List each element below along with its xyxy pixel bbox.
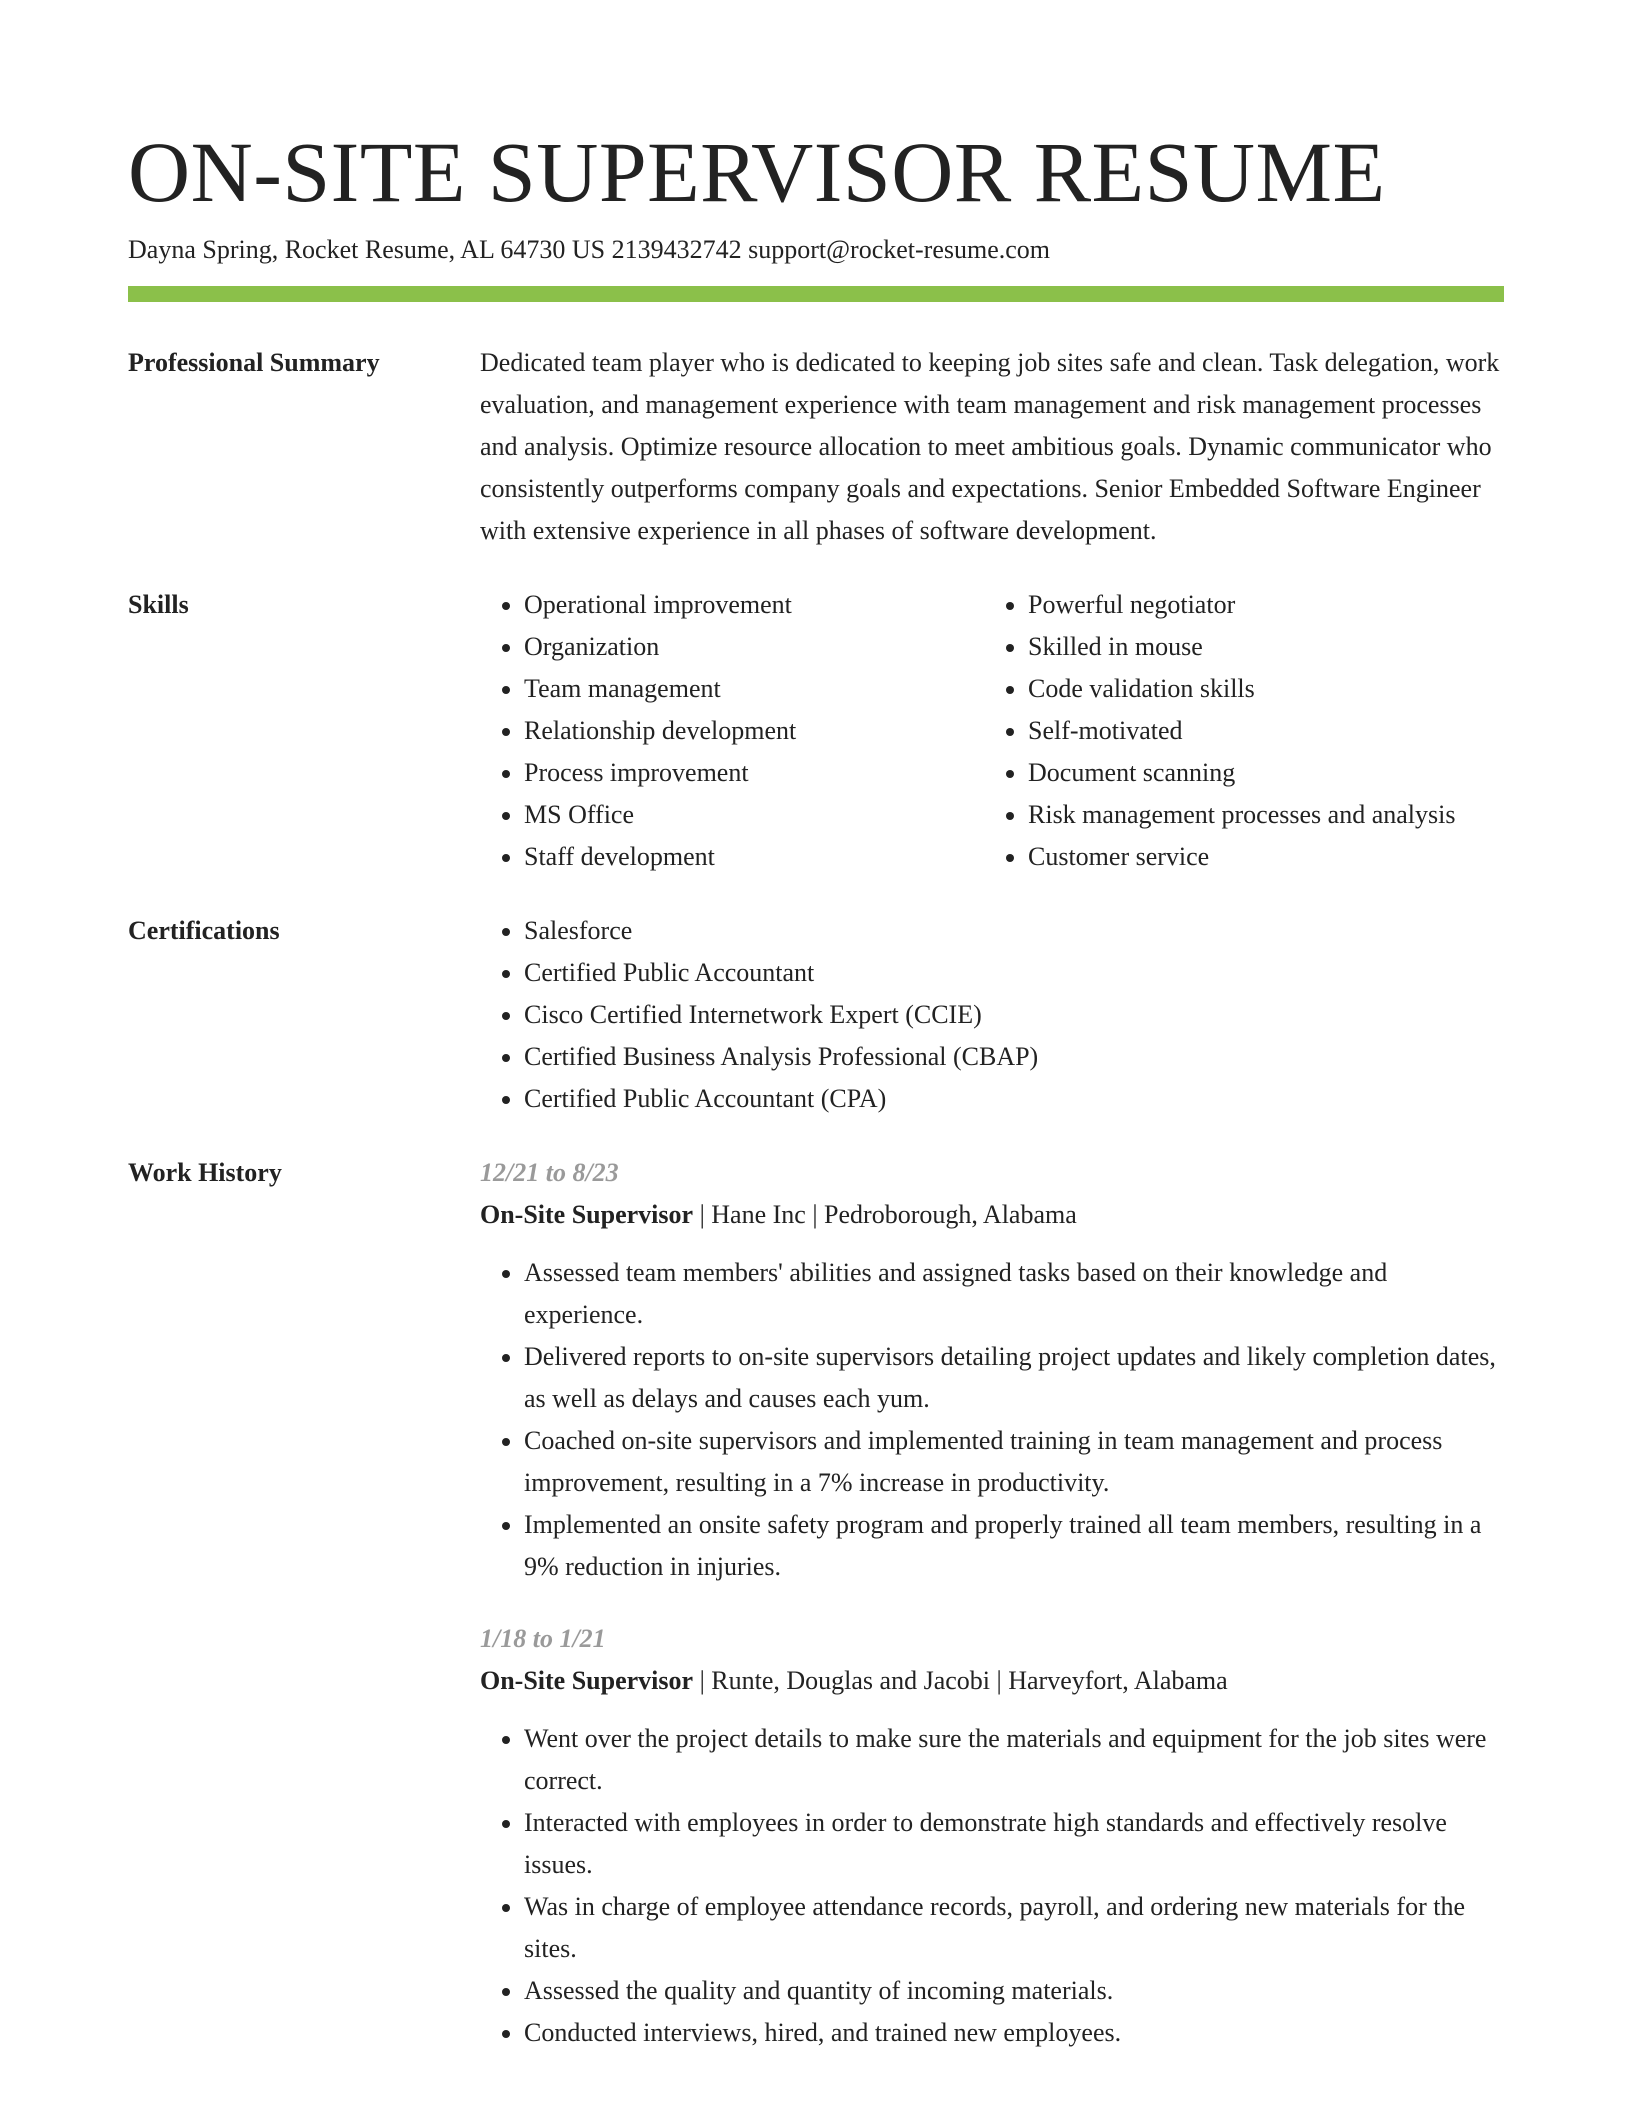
skills-grid	[480, 584, 1504, 878]
skill-item: • Code validation skills	[1028, 668, 1455, 710]
skills-heading: Skills	[128, 590, 189, 619]
certification-item: • Cisco Certified Internetwork Expert (CCIE)	[524, 994, 1504, 1036]
skills-list-left	[480, 584, 984, 878]
job-dates: 12/21 to 8/23	[480, 1158, 619, 1187]
job-bullets	[480, 1718, 1504, 2054]
accent-divider	[128, 286, 1504, 302]
job-bullet: • Assessed the quality and quantity of incoming materials.	[524, 1970, 1504, 2012]
certification-item: • Salesforce	[524, 910, 1504, 952]
job-entry	[480, 1152, 1504, 1588]
certifications-body	[480, 910, 1504, 1120]
certifications-heading: Certifications	[128, 916, 280, 945]
skill-item: • Operational improvement	[524, 584, 984, 626]
summary-section	[128, 342, 1504, 552]
skill-item: • Skilled in mouse	[1028, 626, 1455, 668]
job-bullet: • Was in charge of employee attendance records, payroll, and ordering new materials for the sites.	[524, 1886, 1504, 1970]
contact-address: Rocket Resume, AL 64730 US	[284, 235, 606, 264]
skill-item: • Risk management processes and analysis	[1028, 794, 1455, 836]
skill-item: • Powerful negotiator	[1028, 584, 1455, 626]
certification-item: • Certified Business Analysis Professional (CBAP)	[524, 1036, 1504, 1078]
contact-name: Dayna Spring,	[128, 235, 279, 264]
certifications-list	[480, 910, 1504, 1120]
job-dates: 1/18 to 1/21	[480, 1624, 606, 1653]
summary-heading: Professional Summary	[128, 348, 380, 377]
skill-item: • Organization	[524, 626, 984, 668]
work-history-section	[128, 1152, 1504, 2054]
contact-line	[128, 232, 1504, 268]
skills-section	[128, 584, 1504, 878]
job-bullet: • Conducted interviews, hired, and trained new employees.	[524, 2012, 1504, 2054]
skill-item: • Relationship development	[524, 710, 984, 752]
certification-item: • Certified Public Accountant (CPA)	[524, 1078, 1504, 1120]
job-header	[480, 1660, 1504, 1702]
resume-title: ON-SITE SUPERVISOR RESUME	[128, 124, 1386, 220]
job-bullet: • Assessed team members' abilities and assigned tasks based on their knowledge and experience.	[524, 1252, 1504, 1336]
skill-item: • Self-motivated	[1028, 710, 1455, 752]
contact-phone: 2139432742	[611, 235, 742, 264]
contact-email: support@rocket-resume.com	[748, 235, 1051, 264]
job-bullet: • Implemented an onsite safety program and properly trained all team members, resulting in a 9% reduction in injuries.	[524, 1504, 1504, 1588]
resume-page	[128, 122, 1504, 2054]
job-entry	[480, 1618, 1504, 2054]
job-bullet: • Coached on-site supervisors and implemented training in team management and process improvement, resulting in a 7% increase in productivity.	[524, 1420, 1504, 1504]
job-bullet: • Interacted with employees in order to demonstrate high standards and effectively resolve issues.	[524, 1802, 1504, 1886]
skill-item: • Document scanning	[1028, 752, 1455, 794]
job-bullet: • Delivered reports to on-site supervisors detailing project updates and likely completion dates, as well as delays and causes each yum.	[524, 1336, 1504, 1420]
certifications-section	[128, 910, 1504, 1120]
work-history-body	[480, 1152, 1504, 2054]
job-bullets	[480, 1252, 1504, 1588]
job-details: | Runte, Douglas and Jacobi | Harveyfort, Alabama	[693, 1666, 1228, 1695]
skill-item: • Team management	[524, 668, 984, 710]
summary-text: Dedicated team player who is dedicated to keeping job sites safe and clean. Task delegation, work evaluation, and management experience with team management and risk management processes and analysis. Optimize resource allocation to meet ambitious goals. Dynamic communicator who consistently outperforms company goals and expectations. Senior Embedded Software Engineer with extensive experience in all phases of software development.	[480, 348, 1500, 545]
job-title: On-Site Supervisor	[480, 1200, 694, 1229]
skill-item: • Process improvement	[524, 752, 984, 794]
skills-list-right	[984, 584, 1455, 878]
skill-item: • MS Office	[524, 794, 984, 836]
job-header	[480, 1194, 1504, 1236]
work-history-heading: Work History	[128, 1158, 282, 1187]
job-details: | Hane Inc | Pedroborough, Alabama	[693, 1200, 1077, 1229]
skill-item: • Staff development	[524, 836, 984, 878]
job-bullet: • Went over the project details to make sure the materials and equipment for the job sites were correct.	[524, 1718, 1504, 1802]
skill-item: • Customer service	[1028, 836, 1455, 878]
job-title: On-Site Supervisor	[480, 1666, 694, 1695]
certification-item: • Certified Public Accountant	[524, 952, 1504, 994]
